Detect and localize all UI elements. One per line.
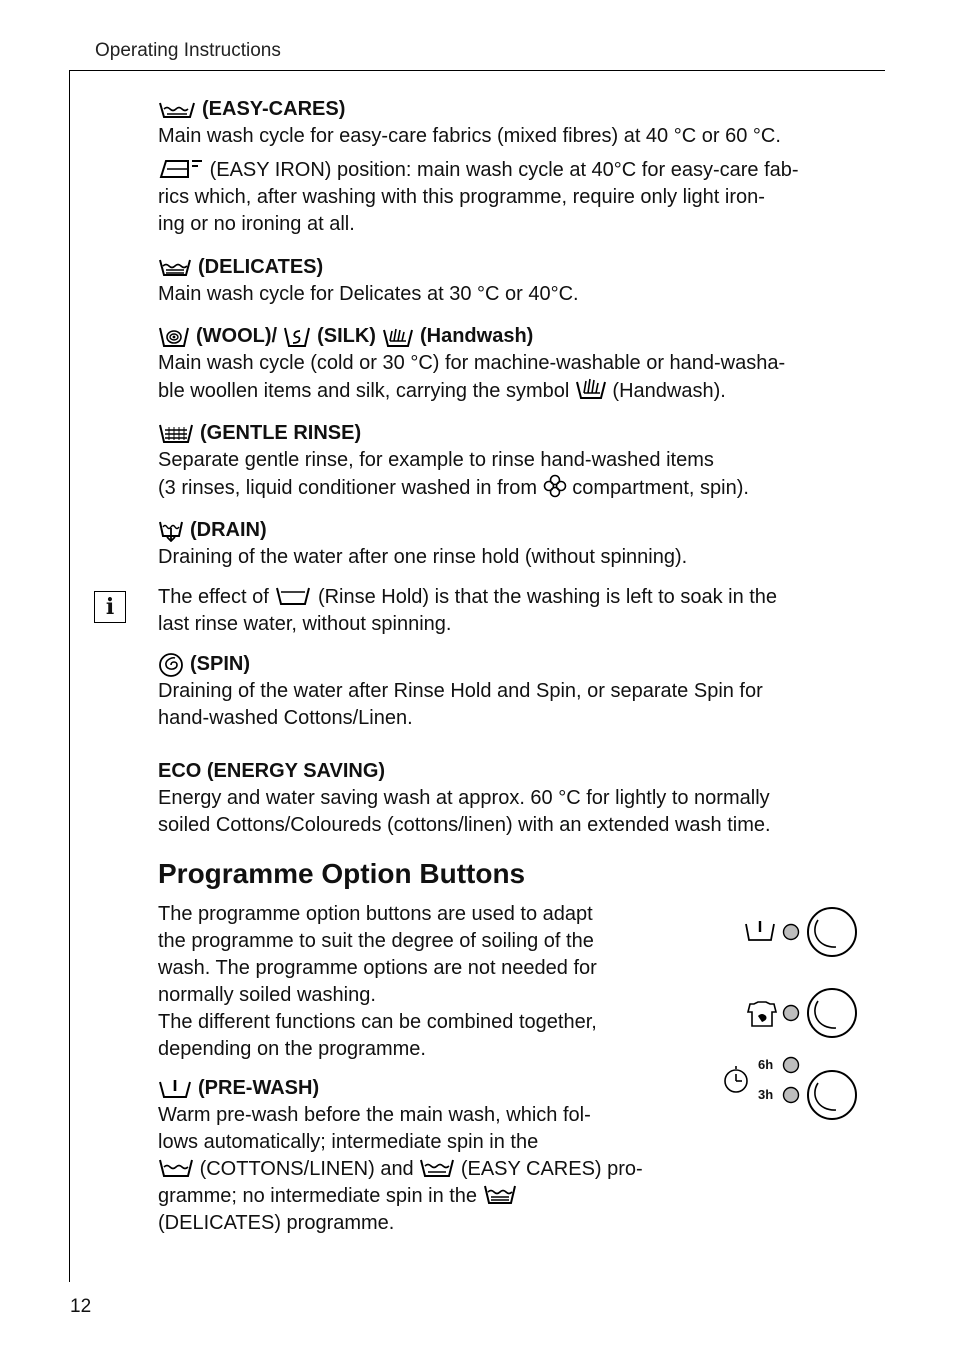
drain-text: Draining of the water after one rinse hold (without spinning). [158, 546, 688, 568]
handwash-icon [382, 325, 414, 349]
page-header-title: Operating Instructions [95, 40, 281, 61]
eco-text-line2: soiled Cottons/Coloureds (cottons/linen) with an extended wash time. [158, 814, 771, 836]
easy-cares-label: (EASY-CARES) [202, 98, 346, 120]
wool-label: (WOOL)/ [196, 325, 278, 347]
delicates-tub-icon [483, 1184, 517, 1206]
easy-care-tub-icon [158, 100, 196, 120]
page-number: 12 [70, 1296, 92, 1317]
prewash-button-row [746, 908, 856, 956]
options-intro-line: normally soiled washing. [158, 984, 376, 1006]
drain-section [158, 517, 864, 571]
prewash-heading [158, 1075, 678, 1102]
wool-silk-heading [158, 323, 864, 350]
handwash-symbol-icon [575, 377, 607, 401]
option-buttons-illustration [718, 900, 868, 1130]
cottons-tub-icon [158, 1157, 194, 1179]
spin-text-line1: Draining of the water after Rinse Hold and Spin, or separate Spin for [158, 680, 763, 702]
options-intro-line: depending on the programme. [158, 1038, 426, 1060]
delay-6h-label: 6h [758, 1057, 774, 1072]
delicates-heading [158, 254, 864, 281]
gentle-rinse-heading [158, 420, 864, 447]
options-intro-line: wash. The programme options are not needed for [158, 957, 597, 979]
easy-iron-text: (EASY IRON) position: main wash cycle at 40°C for easy-care fab- [158, 156, 864, 184]
rinse-hold-note-line1: The effect of (Rinse Hold) is that the washing is left to soak in the [158, 586, 778, 608]
handwash-label: (Handwash) [419, 325, 534, 347]
delicates-label: (DELICATES) [198, 256, 324, 278]
options-intro-line: the programme to suit the degree of soiling of the [158, 930, 594, 952]
wool-silk-text-line1: Main wash cycle (cold or 30 °C) for machine-washable or hand-washa- [158, 352, 786, 374]
eco-heading [158, 758, 864, 785]
drain-icon [158, 520, 184, 542]
silk-label: (SILK) [317, 325, 376, 347]
conditioner-flower-icon [543, 474, 567, 498]
option-buttons-panel-drawing [718, 900, 868, 1130]
drain-label: (DRAIN) [190, 519, 267, 541]
rinse-hold-note [158, 584, 864, 638]
margin-rule [69, 70, 70, 1282]
wool-silk-text-line2: ble woollen items and silk, carrying the symbol (Handwash). [158, 377, 864, 405]
delay-start-button-row [725, 1058, 856, 1120]
iron-icon [158, 156, 204, 180]
easy-care-tub-icon [419, 1157, 455, 1179]
wool-icon [158, 325, 190, 349]
spin-icon [158, 652, 184, 678]
easy-cares-section [158, 96, 864, 238]
options-intro [158, 901, 658, 1063]
easy-iron-text-line3: ing or no ironing at all. [158, 213, 355, 235]
programme-option-buttons-title: Programme Option Buttons [158, 858, 526, 889]
options-intro-line: The different functions can be combined together, [158, 1011, 597, 1033]
info-icon: i [94, 591, 126, 623]
wool-silk-section [158, 323, 864, 405]
eco-section [158, 758, 864, 839]
rinse-hold-icon [274, 585, 312, 607]
delicates-text: Main wash cycle for Delicates at 30 °C or 40°C. [158, 283, 579, 305]
prewash-icon [158, 1078, 192, 1100]
eco-text-line1: Energy and water saving wash at approx. 60 °C for lightly to normally [158, 787, 770, 809]
prewash-text-line2: lows automatically; intermediate spin in the [158, 1131, 539, 1153]
gentle-rinse-text-line2: (3 rinses, liquid conditioner washed in from compartment, spin). [158, 474, 864, 502]
prewash-label: (PRE-WASH) [198, 1077, 320, 1099]
options-intro-line: The programme option buttons are used to adapt [158, 903, 593, 925]
prewash-text-line1: Warm pre-wash before the main wash, which fol- [158, 1104, 591, 1126]
spin-section [158, 651, 864, 732]
prewash-section [158, 1075, 678, 1237]
stain-button-row [748, 989, 856, 1037]
eco-label: ECO (ENERGY SAVING) [158, 760, 386, 782]
header-rule [69, 70, 885, 71]
delicates-tub-icon [158, 258, 192, 278]
prewash-text-line3: (COTTONS/LINEN) and (EASY CARES) pro- [158, 1156, 678, 1183]
gentle-rinse-icon [158, 423, 194, 445]
spin-heading [158, 651, 864, 678]
easy-cares-heading [158, 96, 864, 123]
spin-text-line2: hand-washed Cottons/Linen. [158, 707, 413, 729]
prewash-text-line4: gramme; no intermediate spin in the [158, 1183, 678, 1210]
prewash-text-line5: (DELICATES) programme. [158, 1212, 395, 1234]
easy-iron-text-line2: rics which, after washing with this programme, require only light iron- [158, 186, 765, 208]
gentle-rinse-label: (GENTLE RINSE) [200, 422, 362, 444]
gentle-rinse-section [158, 420, 864, 502]
delay-3h-label: 3h [758, 1087, 774, 1102]
gentle-rinse-text-line1: Separate gentle rinse, for example to rinse hand-washed items [158, 449, 714, 471]
delicates-section [158, 254, 864, 308]
spin-label: (SPIN) [190, 653, 250, 675]
drain-heading [158, 517, 864, 544]
silk-icon [283, 325, 311, 349]
rinse-hold-note-line2: last rinse water, without spinning. [158, 613, 452, 635]
easy-cares-text: Main wash cycle for easy-care fabrics (mixed fibres) at 40 °C or 60 °C. [158, 125, 781, 147]
